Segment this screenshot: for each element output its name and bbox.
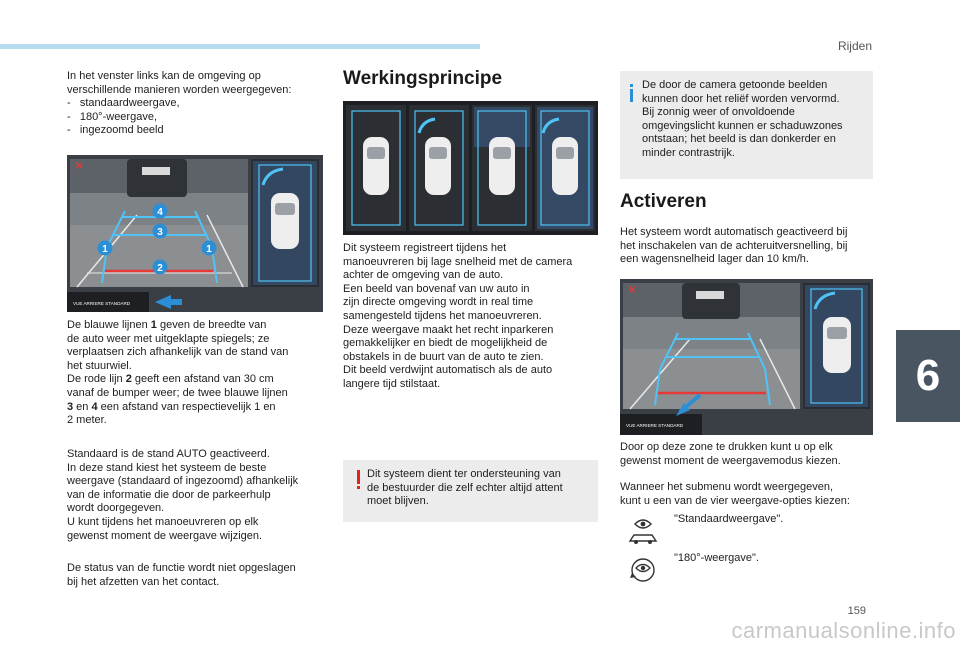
- rear-camera-figure: [67, 155, 323, 312]
- warning-box: Dit systeem dient ter ondersteuning van de bestuurder die zelf echter altijd attent moet blijven.: [343, 460, 598, 522]
- svg-text:2: 2: [157, 263, 163, 274]
- intro-line: verschillende manieren worden weergegeven:: [67, 83, 292, 96]
- svg-text:1: 1: [102, 244, 108, 255]
- svg-text:3: 3: [157, 227, 163, 238]
- info-icon: [630, 89, 633, 102]
- activate-camera-figure: [620, 279, 873, 435]
- heading-werkingsprincipe: Werkingsprincipe: [343, 68, 503, 89]
- status-text: De status van de functie wordt niet opgeslagen bij het afzetten van het contact.: [67, 562, 296, 588]
- activate-text: Het systeem wordt automatisch geactiveerd bij het inschakelen van de achteruitversnelling, bij een wagensnelheid lager dan 10 km/h.: [620, 226, 848, 266]
- warning-icon: [357, 470, 360, 484]
- svg-text:VUE ARRIERE STANDARD: VUE ARRIERE STANDARD: [73, 301, 131, 306]
- page-number: 159: [847, 605, 866, 617]
- press-zone-text: Door op deze zone te drukken kunt u op elk gewenst moment de weergavemodus kiezen.: [620, 441, 841, 467]
- svg-text:✕: ✕: [628, 285, 637, 296]
- intro-line: - ingezoomd beeld: [67, 124, 164, 137]
- watermark: carmanualsonline.info: [731, 618, 956, 643]
- eye-car-icon: [626, 515, 660, 545]
- svg-text:VUE ARRIERE STANDARD: VUE ARRIERE STANDARD: [626, 423, 684, 428]
- intro-text: [67, 70, 332, 138]
- top-view-sequence-figure: [343, 101, 598, 235]
- section-title: Rijden: [837, 39, 872, 53]
- intro-line: - 180°-weergave,: [67, 110, 157, 123]
- heading-activeren: Activeren: [620, 191, 707, 212]
- option-180-weergave: "180°-weergave".: [674, 552, 759, 564]
- submenu-text: Wanneer het submenu wordt weergegeven, kunt u een van de vier weergave-opties kiezen:: [620, 481, 850, 507]
- svg-text:✕: ✕: [75, 161, 84, 172]
- intro-line: - standaardweergave,: [67, 97, 180, 110]
- option-standaardweergave: "Standaardweergave".: [674, 513, 784, 525]
- lines-explanation: De blauwe lijnen 1 geven de breedte van de auto weer met uitgeklapte spiegels; ze verplaatsen zich afhankelijk van de stand van het stuurwiel. De rode lijn 2 geeft een afstand van 30 cm vanaf de bumper weer; de twee blauwe lijnen 3 en 4 een afstand van respectievelijk 1 en 2 meter.: [67, 319, 289, 427]
- info-box: De door de camera getoonde beelden kunnen door het reliëf worden vervormd. Bij zonnig weer of onvoldoende omgevingslicht kunnen er schaduwzones ontstaan; het beeld is dan donkerder en minder contrastrijk.: [620, 71, 873, 179]
- svg-text:1: 1: [206, 244, 212, 255]
- eye-180-icon: [628, 555, 658, 585]
- chapter-tab: 6: [896, 330, 960, 422]
- header-bar: [0, 44, 480, 49]
- intro-line: In het venster links kan de omgeving op: [67, 70, 261, 82]
- principle-text: Dit systeem registreert tijdens het manoeuvreren bij lage snelheid met de camera achter de omgeving van de auto. Een beeld van bovenaf van uw auto in zijn directe omgeving wordt in real time samengesteld tijdens het manoeuvreren. Deze weergave maakt het recht inparkeren gemakkelijker en biedt de mogelijkheid de obstakels in de buurt van de auto te zien. Dit beeld verdwijnt automatisch als de auto langere tijd stilstaat.: [343, 242, 573, 390]
- svg-text:4: 4: [157, 207, 163, 218]
- standard-mode-text: Standaard is de stand AUTO geactiveerd. In deze stand kiest het systeem de beste weergave (standaard of ingezoomd) afhankelijk van de informatie die door de parkeerhulp wordt doorgegeven. U kunt tijdens het manoeuvreren op elk gewenst moment de weergave wijzigen.: [67, 448, 299, 542]
